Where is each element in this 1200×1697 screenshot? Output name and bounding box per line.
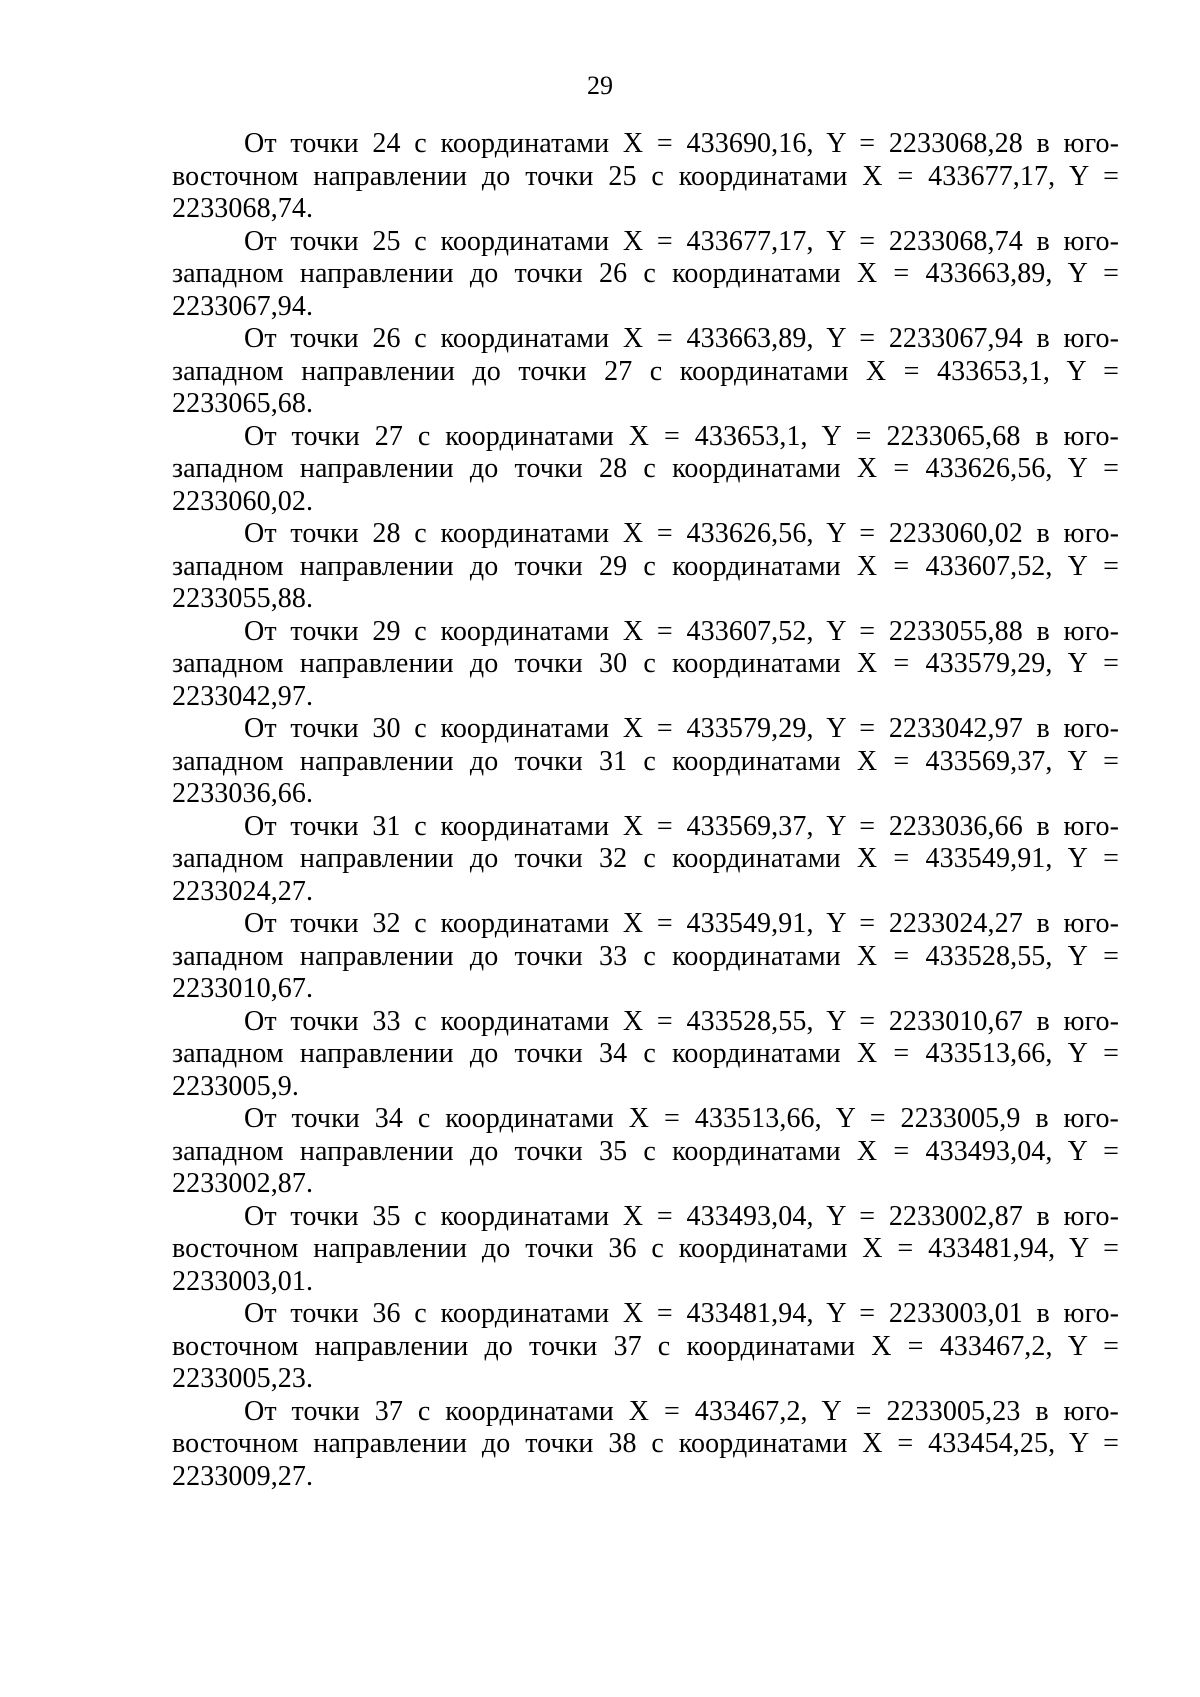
paragraph-point-27: От точки 27 с координатами X = 433653,1, Y = 2233065,68 в юго-западном направлении до точки 28 с координатами X = 433626,56, Y = 2233060,02. [172,420,1119,517]
paragraph-point-35: От точки 35 с координатами X = 433493,04, Y = 2233002,87 в юго-восточном направлении до точки 36 с координатами X = 433481,94, Y = 2233003,01. [172,1200,1119,1297]
paragraph-point-33: От точки 33 с координатами X = 433528,55, Y = 2233010,67 в юго-западном направлении до точки 34 с координатами X = 433513,66, Y = 2233005,9. [172,1005,1119,1102]
coordinate-description-text [172,128,1119,1493]
paragraph-point-34: От точки 34 с координатами X = 433513,66, Y = 2233005,9 в юго-западном направлении до точки 35 с координатами X = 433493,04, Y = 2233002,87. [172,1103,1119,1199]
paragraph-point-28: От точки 28 с координатами X = 433626,56, Y = 2233060,02 в юго-западном направлении до точки 29 с координатами X = 433607,52, Y = 2233055,88. [172,518,1119,614]
paragraph-point-26: От точки 26 с координатами X = 433663,89, Y = 2233067,94 в юго-западном направлении до точки 27 с координатами X = 433653,1, Y = 2233065,68. [172,323,1119,419]
paragraph-point-37: От точки 37 с координатами X = 433467,2, Y = 2233005,23 в юго-восточном направлении до точки 38 с координатами X = 433454,25, Y = 2233009,27. [172,1395,1119,1492]
paragraph-point-32: От точки 32 с координатами X = 433549,91, Y = 2233024,27 в юго-западном направлении до точки 33 с координатами X = 433528,55, Y = 2233010,67. [172,908,1119,1004]
paragraph-point-24: От точки 24 с координатами X = 433690,16, Y = 2233068,28 в юго-восточном направлении до точки 25 с координатами X = 433677,17, Y = 2233068,74. [172,128,1119,224]
paragraph-point-29: От точки 29 с координатами X = 433607,52, Y = 2233055,88 в юго-западном направлении до точки 30 с координатами X = 433579,29, Y = 2233042,97. [172,615,1119,712]
paragraph-point-30: От точки 30 с координатами X = 433579,29, Y = 2233042,97 в юго-западном направлении до точки 31 с координатами X = 433569,37, Y = 2233036,66. [172,713,1119,809]
page-number: 29 [587,71,613,100]
paragraph-point-25: От точки 25 с координатами X = 433677,17, Y = 2233068,74 в юго-западном направлении до точки 26 с координатами X = 433663,89, Y = 2233067,94. [172,225,1119,322]
paragraph-point-36: От точки 36 с координатами X = 433481,94, Y = 2233003,01 в юго-восточном направлении до точки 37 с координатами X = 433467,2, Y = 2233005,23. [172,1298,1119,1394]
paragraph-point-31: От точки 31 с координатами X = 433569,37, Y = 2233036,66 в юго-западном направлении до точки 32 с координатами X = 433549,91, Y = 2233024,27. [172,810,1119,907]
